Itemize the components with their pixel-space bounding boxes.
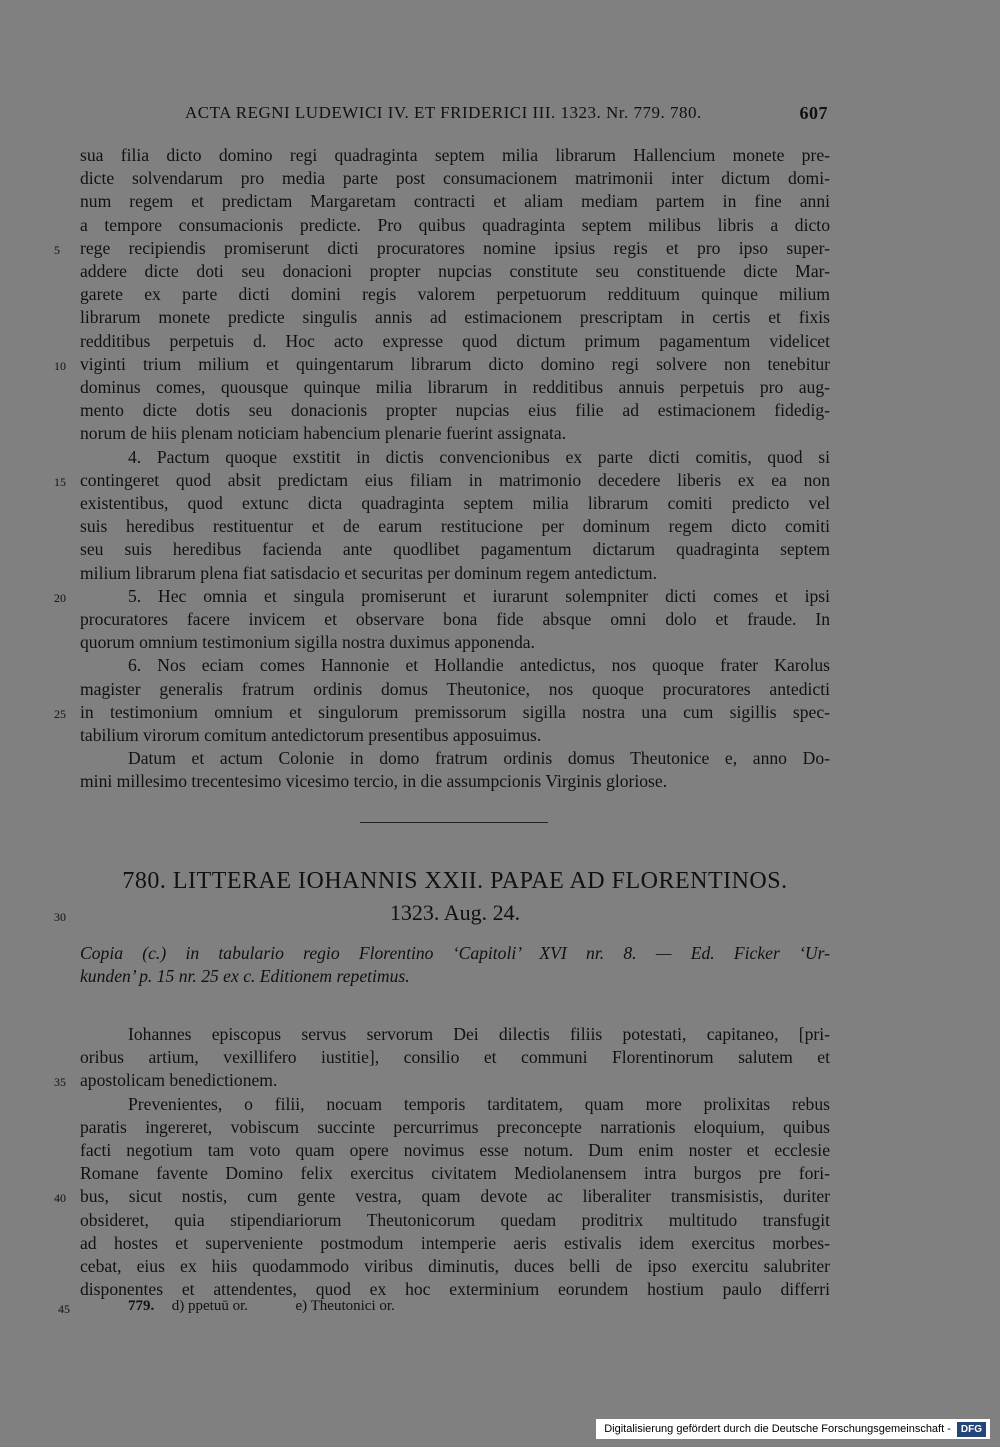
text-line: dicte solvendarum pro media parte post consumacionem matrimonii inter dictum domi-	[80, 168, 830, 189]
text-line: redditibus perpetuis d. Hoc acto expresse quod dictum primum pagamentum videlicet	[80, 330, 830, 351]
section-divider	[360, 822, 548, 823]
text-line: mini millesimo trecentesimo vicesimo tercio, in die assumpcionis Virginis gloriose.	[80, 771, 668, 792]
text-line: Datum et actum Colonie in domo fratrum ordinis domus Theutonice e, anno Do-	[128, 748, 830, 769]
text-line: facti negotium tam voto quam opere novimus esse notum. Dum enim noster et ecclesie	[80, 1140, 830, 1160]
text-line: tabilium virorum comitum antedictorum presentibus apposuimus.	[80, 725, 542, 745]
line-number: 45	[58, 1302, 70, 1316]
source-note-line: Copia (c.) in tabulario regio Florentino ‘Capitoli’ XVI nr. 8. — Ed. Ficker ‘Ur-	[80, 943, 830, 963]
text-line: oribus artium, vexillifero iustitie], consilio et communi Florentinorum salutem et	[80, 1047, 830, 1068]
text-line: num regem et predictam Margaretam contracti et aliam mediam partem in fine anni	[80, 191, 830, 212]
dfg-logo: DFG	[957, 1422, 986, 1437]
text-line: 6. Nos eciam comes Hannonie et Hollandie antedictus, nos quoque frater Karolus	[128, 655, 830, 676]
line-number: 20	[54, 590, 66, 605]
footnote-d: d) ppetuū or.	[171, 1298, 248, 1314]
text-line: cebat, eius ex hiis quodammodo viribus diminutis, duces belli de ipso exercitu salubriter	[80, 1256, 830, 1276]
page-number: 607	[799, 103, 828, 123]
text-line: paratis ingereret, vobiscum succinte percurrimus preconcepte narrationis eloquium, quibus	[80, 1116, 830, 1137]
text-line: seu suis heredibus facienda ante quodlibet pagamentum dictarum quadraginta septem	[80, 539, 830, 560]
running-title: ACTA REGNI LUDEWICI IV. ET FRIDERICI III. 1323. Nr. 779. 780.	[185, 103, 702, 122]
footnotes	[128, 1298, 395, 1315]
line-number: 40	[54, 1191, 66, 1206]
text-line: milium librarum plena fiat satisdacio et securitas per dominum regem antedictum.	[80, 562, 658, 583]
source-note-line: kunden’ p. 15 nr. 25 ex c. Editionem repetimus.	[80, 966, 410, 986]
line-number: 30	[54, 910, 66, 924]
text-line: procuratores facere invicem et observare bona fide absque omni dolo et fraude. In	[80, 609, 830, 629]
text-line: norum de hiis plenam noticiam habencium plenarie fuerint assignata.	[80, 423, 567, 444]
text-line: viginti trium milium et quingentarum librarum dicto domino regi solvere non tenebitur	[80, 353, 830, 374]
line-number: 25	[54, 706, 66, 721]
text-line: garete ex parte dicti domini regis valorem perpetuorum reddituum quinque milium	[80, 284, 830, 305]
text-line: ad hostes et superveniente postmodum intemperie aeris estivalis idem exercitus morbes-	[80, 1232, 830, 1253]
document-780-title: 780. LITTERAE IOHANNIS XXII. PAPAE AD FLORENTINOS.	[122, 868, 788, 894]
document-780-date: 1323. Aug. 24.	[389, 900, 521, 925]
footnote-e: e) Theutonici or.	[295, 1298, 395, 1314]
text-line: existentibus, quod extunc dicta quadraginta septem milia librarum comiti predicto vel	[80, 493, 830, 513]
text-line: Romane favente Domino felix exercitus civitatem Mediolanensem intra burgos pre fori-	[80, 1163, 830, 1184]
text-line: Prevenientes, o filii, nocuam temporis tarditatem, quam more prolixitas rebus	[128, 1093, 830, 1114]
text-line: a tempore consumacionis predicte. Pro quibus quadraginta septem milibus libris a dicto	[80, 214, 830, 235]
text-line: magister generalis fratrum ordinis domus Theutonice, nos quoque procuratores antedicti	[80, 678, 830, 699]
text-line: mento dicte dotis seu donacionis propter nupcias eius filie ad estimacionem fidedig-	[80, 400, 830, 421]
text-line: Iohannes episcopus servus servorum Dei dilectis filiis potestati, capitaneo, [pri-	[128, 1024, 830, 1044]
text-line: suis heredibus restituentur et de earum restitucione per dominum regem dicto comiti	[80, 516, 830, 537]
text-line: rege recipiendis promiserunt dicti procuratores nomine ipsius regis et pro ipso super-	[80, 237, 830, 258]
text-line: dominus comes, quousque quinque milia librarum in redditibus annuis perpetuis pro aug-	[80, 377, 830, 397]
text-line: contingeret quod absit predictam eius filiam in matrimonio decedere liberis ex ea non	[80, 469, 830, 490]
text-line: librarum monete predicte singulis annis ad estimacionem prescriptam in certis et fixis	[80, 307, 830, 328]
dfg-credit-text: Digitalisierung gefördert durch die Deutsche Forschungsgemeinschaft -	[604, 1423, 951, 1435]
text-line: obsideret, quia stipendiariorum Theutonicorum quedam proditrix multitudo transfugit	[80, 1209, 830, 1230]
line-number: 5	[54, 242, 60, 257]
text-line: 4. Pactum quoque exstitit in dictis convencionibus ex parte dicti comitis, quod si	[128, 446, 830, 467]
text-line: apostolicam benedictionem.	[80, 1070, 278, 1091]
line-number: 35	[54, 1075, 66, 1090]
line-number: 15	[54, 474, 66, 489]
text-line: sua filia dicto domino regi quadraginta septem milia librarum Hallencium monete pre-	[80, 145, 830, 165]
text-line: bus, sicut nostis, cum gente vestra, quam devote ac liberaliter transmisistis, duriter	[80, 1186, 830, 1207]
text-line: in testimonium omnium et singulorum premissorum sigilla nostra una cum sigillis spec-	[80, 701, 830, 722]
text-line: quorum omnium testimonium sigilla nostra duximus apponenda.	[80, 632, 535, 653]
text-line: disponentes et attendentes, quod ex hoc exterminium eorundem hostium paulo differri	[80, 1279, 830, 1300]
dfg-credit-bar	[596, 1419, 990, 1439]
text-line: addere dicte doti seu donacioni propter nupcias constitute seu constituende dicte Mar-	[80, 261, 830, 281]
text-line: 5. Hec omnia et singula promiserunt et iurarunt solempniter dicti comes et ipsi	[128, 585, 830, 606]
line-number: 10	[54, 358, 66, 373]
footnote-ref: 779.	[128, 1298, 155, 1314]
